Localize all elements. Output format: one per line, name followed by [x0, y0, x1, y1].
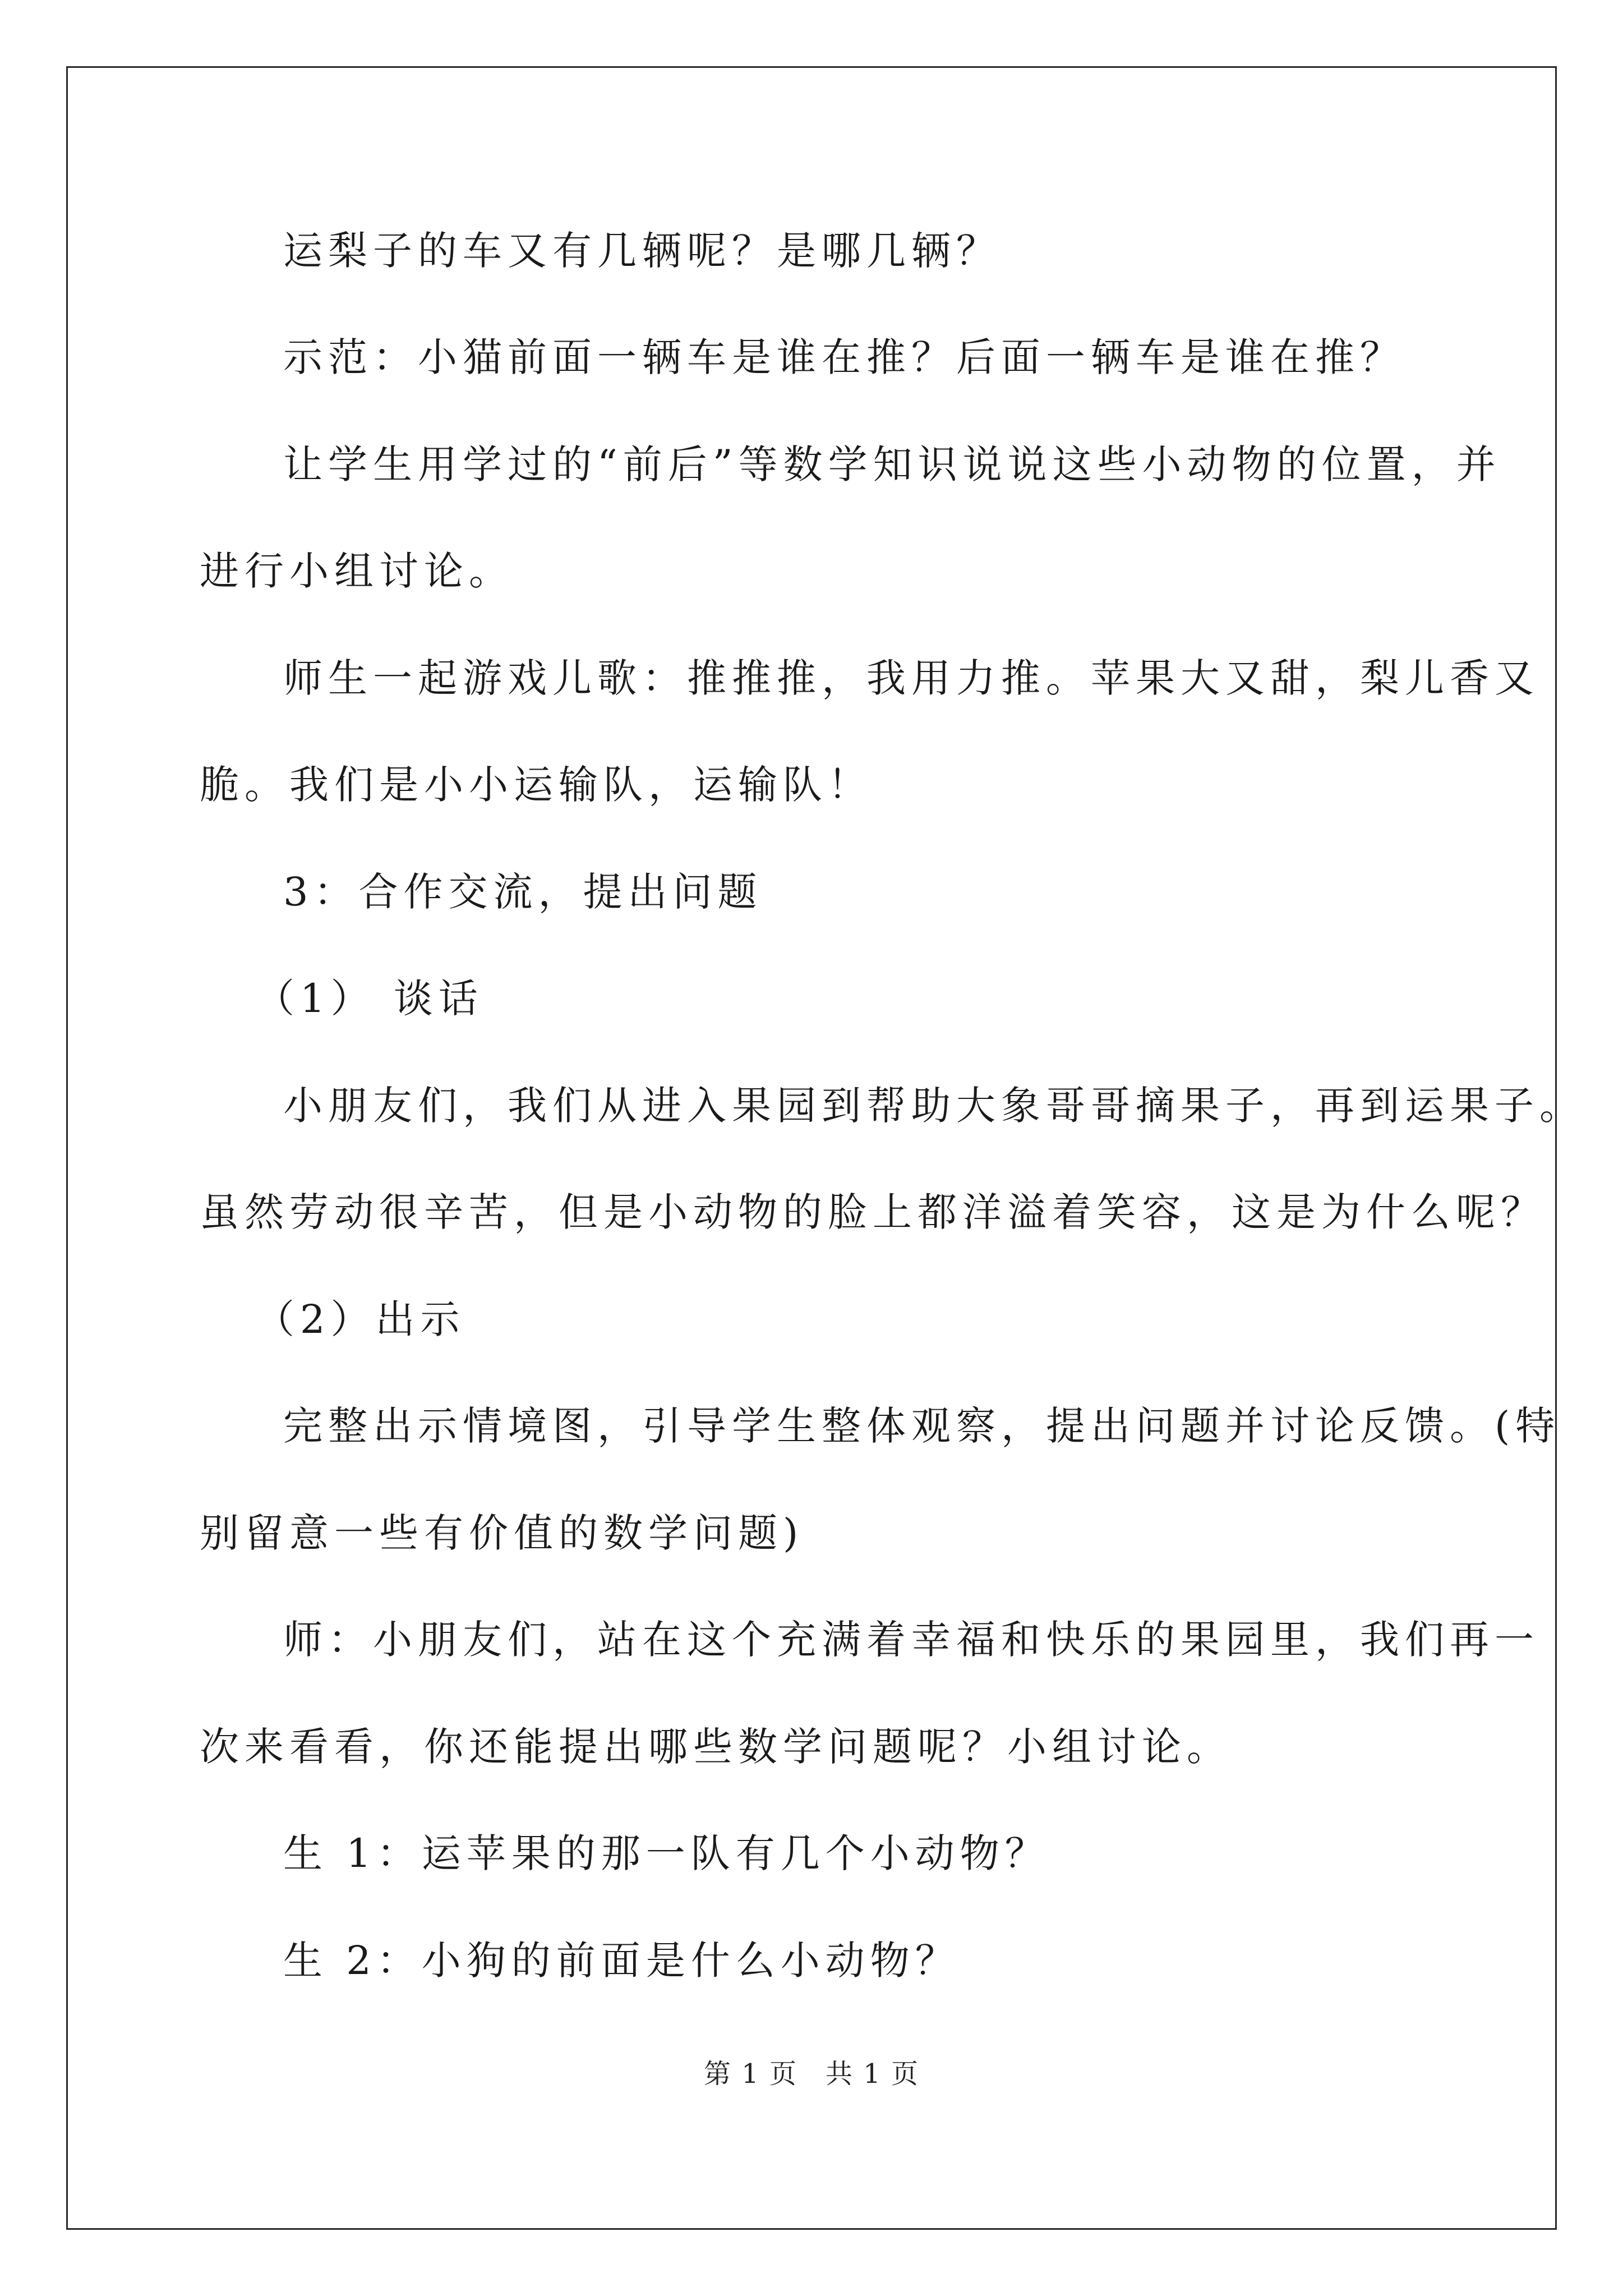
text-line: 虽然劳动很辛苦，但是小动物的脸上都洋溢着笑容，这是为什么呢？	[200, 1189, 1546, 1235]
text-line: 次来看看，你还能提出哪些数学问题呢？小组讨论。	[200, 1724, 1232, 1770]
text-line: 运梨子的车又有几辆呢？是哪几辆？	[283, 228, 1001, 274]
text-line: 让学生用学过的“前后”等数学知识说说这些小动物的位置，并	[283, 441, 1501, 487]
page-border	[66, 66, 1557, 2230]
sub-heading: （1） 谈话	[255, 976, 483, 1022]
sub-heading: （2）出示	[255, 1296, 465, 1342]
text-line: 别留意一些有价值的数学问题)	[200, 1510, 804, 1556]
text-line: 师生一起游戏儿歌：推推推，我用力推。苹果大又甜，梨儿香又	[283, 655, 1539, 701]
section-heading: 3：合作交流，提出问题	[283, 869, 763, 915]
text-line: 生 1：运苹果的那一队有几个小动物？	[283, 1830, 1050, 1876]
text-line: 脆。我们是小小运输队，运输队！	[200, 762, 873, 808]
text-line: 师：小朋友们，站在这个充满着幸福和快乐的果园里，我们再一	[283, 1617, 1539, 1663]
text-line: 示范：小猫前面一辆车是谁在推？后面一辆车是谁在推？	[283, 334, 1405, 380]
text-line: 生 2：小狗的前面是什么小动物？	[283, 1938, 960, 1984]
text-line: 完整出示情境图，引导学生整体观察，提出问题并讨论反馈。(特	[283, 1403, 1561, 1449]
text-line: 小朋友们，我们从进入果园到帮助大象哥哥摘果子，再到运果子。	[283, 1083, 1584, 1129]
text-line: 进行小组讨论。	[200, 548, 514, 594]
page-number-footer: 第 1 页 共 1 页	[703, 2058, 920, 2090]
